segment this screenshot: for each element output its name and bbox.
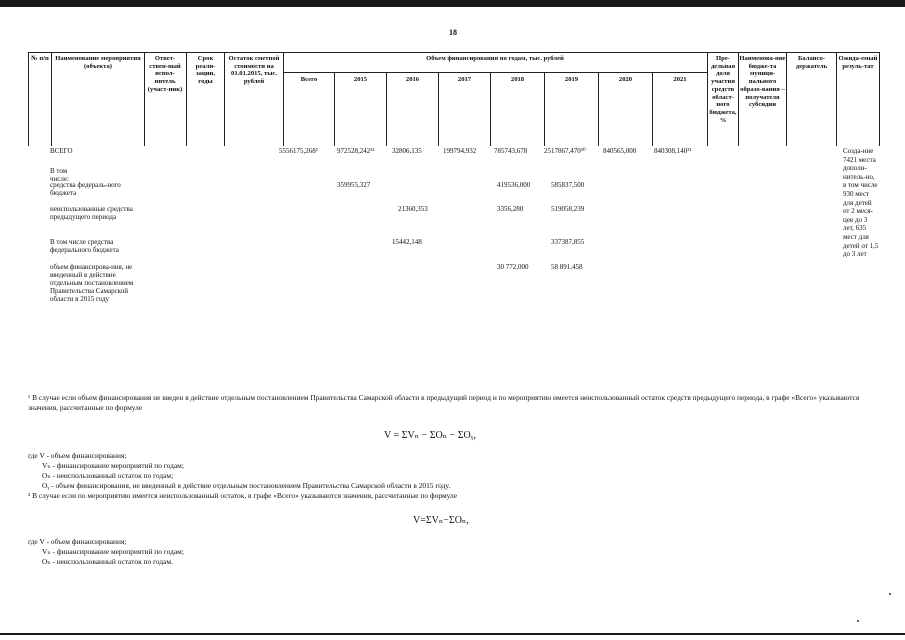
row-total-label: ВСЕГО xyxy=(50,147,73,155)
vn-2: Vₙ - финансирование мероприятий по годам; xyxy=(42,547,184,556)
vn-1: Vₙ - финансирование мероприятий по годам; xyxy=(42,461,184,470)
total-value: 2517867,470³⁰ xyxy=(544,147,586,155)
table-top-rule xyxy=(28,52,880,53)
header-year: 2018 xyxy=(510,76,525,83)
header-balance: Остаток сметной стоимости на 01.01.2015, тыс. рублей xyxy=(228,55,280,86)
fed-including-value: 15442,148 xyxy=(392,238,422,246)
header-year: 2021 xyxy=(673,76,687,83)
header-share: Пре-дельная доля участия средств област-ного бюджета, % xyxy=(709,55,737,124)
formula-2: V=ΣVₙ−ΣOₙ, xyxy=(413,515,469,526)
where-1: где V - объем финансирования; xyxy=(28,451,127,460)
volume-value: 58 891,458 xyxy=(551,263,583,271)
top-border xyxy=(0,0,905,7)
col-line xyxy=(283,52,284,146)
total-value: 5556175,268² xyxy=(279,147,318,155)
total-value: 199794,932 xyxy=(443,147,477,155)
page-number: 18 xyxy=(449,28,457,37)
header-holder: Балансо-держатель xyxy=(795,55,828,70)
federal-value: 585837,500 xyxy=(551,181,585,189)
header-total: Всего xyxy=(300,76,318,83)
row-fed-including-label: В том числе средства федерального бюджета xyxy=(50,238,119,254)
footnote-1: ¹ В случае если объем финансирования не введен в действие отдельным постановлением Правительства Самарской области в предыдущий период и по мероприятию имеется неиспользованный остаток средств предыдущего периода, в графе «Всего» указываются значения, рассчитанные по формуле xyxy=(28,393,860,412)
unused-value: 21360,353 xyxy=(398,205,428,213)
header-year: 2019 xyxy=(564,76,579,83)
on-2: Oₙ - неиспользованный остаток по годам. xyxy=(42,557,173,566)
footnote-2: ² В случае если по мероприятию имеется неиспользованный остаток, в графе «Всего» указываются значения, рассчитанные по формуле xyxy=(28,491,458,500)
header-result: Ожида-емый резуль-тат xyxy=(838,55,878,70)
header-year: 2015 xyxy=(353,76,368,83)
years-rule xyxy=(283,72,707,73)
total-value: 972528,242³² xyxy=(337,147,375,155)
of-1: Oᵧ - объем финансирования, не введенный в действие отдельным постановлением Правительства Самарской области в 2015 году. xyxy=(42,481,451,490)
volume-value: 30 772,000 xyxy=(497,263,529,271)
unused-value: 519058,239 xyxy=(551,205,585,213)
col-line xyxy=(224,52,225,146)
row-including-label: В том числе: xyxy=(50,167,69,183)
header-budget-name: Наименова-ние бюдже-та муници-пального образо-вания – получателя субсидии xyxy=(739,55,786,109)
total-value: 32806,135 xyxy=(392,147,422,155)
col-line xyxy=(144,52,145,146)
total-value: 840308,140³¹ xyxy=(654,147,692,155)
fed-including-value: 337387,855 xyxy=(551,238,585,246)
header-term: Срок реали-зации, годы xyxy=(195,55,216,86)
header-year: 2020 xyxy=(618,76,633,83)
header-responsible: Ответ-ствен-ный испол-нитель (участ-ник) xyxy=(147,55,183,93)
expected-result: Созда-ние 7421 места дополн-нитель-но, в том числе 930 мест для детей от 2 меся-цев до 3 лет, 635 мест для детей от 1,5 до 3 лет xyxy=(843,147,879,259)
on-1: Oₙ - неиспользованный остаток по годам; xyxy=(42,471,174,480)
bottom-border xyxy=(0,633,905,635)
where-2: где V - объем финансирования; xyxy=(28,537,127,546)
header-year: 2017 xyxy=(457,76,472,83)
col-line xyxy=(28,52,29,146)
header-volume: Объем финансирования по годам, тыс. рублей xyxy=(426,55,564,62)
col-line xyxy=(879,52,880,146)
scan-speck xyxy=(857,620,859,622)
row-unused-label: неиспользованные средства предыдущего периода xyxy=(50,205,133,221)
scan-speck xyxy=(889,593,891,595)
federal-value: 359955,327 xyxy=(337,181,371,189)
federal-value: 419536,000 xyxy=(497,181,531,189)
col-line xyxy=(51,52,52,146)
header-num: № п/п xyxy=(31,55,49,62)
header-year: 2016 xyxy=(405,76,420,83)
row-federal-label: средства федераль-ного бюджета xyxy=(50,181,121,197)
row-volume-label: объем финансирова-ния, не введенный в действие отдельным постановлением Правительства Самарской области в 2015 году xyxy=(50,263,134,303)
unused-value: 3356,280 xyxy=(497,205,524,213)
col-line xyxy=(186,52,187,146)
header-name: Наименование мероприятия (объекта) xyxy=(55,55,141,70)
total-value: 785743,678 xyxy=(494,147,528,155)
total-value: 840565,000 xyxy=(603,147,637,155)
formula-1: V = ΣVₙ − ΣOₙ − ΣOᵧ, xyxy=(384,430,476,441)
financing-table-header xyxy=(28,52,880,146)
